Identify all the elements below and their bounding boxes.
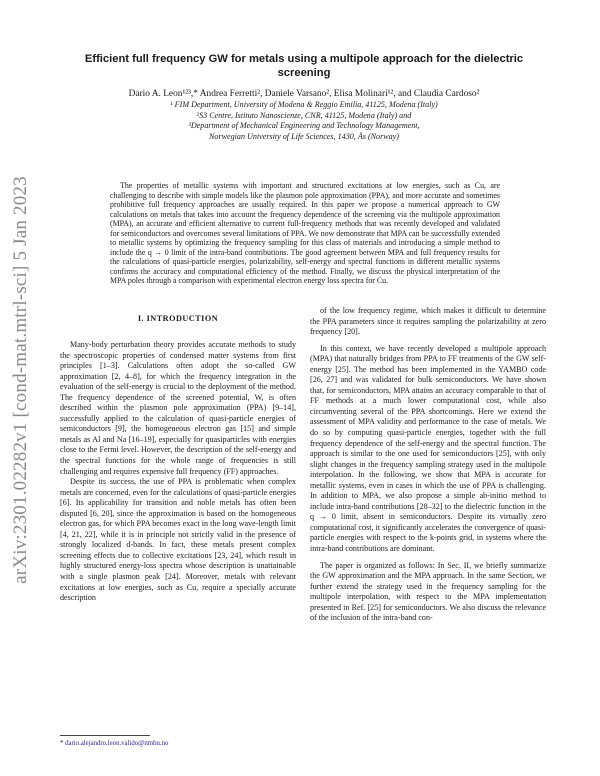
paragraph: The paper is organized as follows: In Sec. II, we briefly summarize the GW approximation and the MPA approach. In the same Section, we further extend the strategy used in the frequency sampling for the multipole interpolation, with respect to the MPA implementation presented in Ref. [25] for semiconductors. We also discuss the relevance of the inclusion of the intra-band con- [310,560,546,623]
author-list: Dario A. Leon¹²³,* Andrea Ferretti², Daniele Varsano², Elisa Molinari¹², and Claudia Cardoso² [128,89,480,99]
paragraph: In this context, we have recently developed a multipole approach (MPA) that naturally bridges from PPA to FF treatments of the GW self-energy [25]. The method has been implemented in the YAMBO code [26, 27] and was validated for bulk semiconductors. We have shown that, for semiconductors, MPA attains an accuracy comparable to that of FF methods at a much lower computational cost, while also circumventing several of the PPA shortcomings. Here we extend the assessment of MPA validity and performance to the case of metals. We do so by computing quasi-particle energies, together with the full frequency dependence of the self-energy and the spectral function. The approach is similar to the one used for semiconductors [25], with only slight changes in the frequency sampling strategy used in the multipole interpolation. In the following, we show that MPA is accurate for metallic systems, even in cases in which the use of PPA is challenging. In addition to MPA, we also propose a simple ab-initio method to include intra-band contributions [28–32] to the dielectric function in the q → 0 limit, absent in semiconductors. Despite its virtually zero computational cost, it significantly accelerates the convergence of quasi-particle energies with respect to the k-points grid, in systems where the intra-band contributions are dominant. [310,343,546,554]
paragraph: Many-body perturbation theory provides accurate methods to study the spectroscopic properties of condensed matter systems from first principles [1–3]. Calculations often adopt the so-called GW approximation [2, 4–8], for which the frequency integration in the evaluation of the self-energy is crucial to the deployment of the method. The frequency dependence of the screened potential, W, is often described within the plasmon pole approximation (PPA) [9–14], successfully applied to the calculation of quasi-particle energies of semiconductors [9], the homogeneous electron gas [15] and simple metals as Al and Na [16–19], especially for quasiparticles with energies close to the Fermi level. However, the description of the self-energy and the spectral functions for the whole range of frequencies is still challenging and requires expensive full frequency (FF) approaches. [60,340,296,476]
left-column [60,340,296,604]
footnote [60,740,168,747]
author-email-link[interactable]: dario.alejandro.leon.valido@nmbu.no [65,740,169,747]
right-column [310,306,546,624]
footnote-marker: * [60,740,64,747]
affiliation-line: ¹ FIM Department, University of Modena & Reggio Emilia, 41125, Modena (Italy) [170,100,438,109]
paragraph: Despite its success, the use of PPA is problematic when complex metals are concerned, even for the calculations of quasi-particle energies [6]. Its applicability for transition and noble metals has often been disputed [6, 20], since the approximation is based on the homogeneous electron gas, for which PPA becomes exact in the long wave-length limit [4, 21, 22], while it is in principle not strictly valid in the presence of strongly localized d-bands. In fact, these metals present complex screening effects due to collective excitations [23, 24], which result in highly structured energy-loss spectra whose description is unattainable with a single plasmon peak [24]. Moreover, metals with relevant excitations at low energies, such as Cu, require a specially accurate description [60,477,296,603]
footnote-divider [60,735,150,736]
affiliation-line: Norwegian University of Life Sciences, 1430, Ås (Norway) [209,131,399,141]
paper-title: Efficient full frequency GW for metals using a multipole approach for the dielectric screening [84,53,524,79]
affiliations [60,100,548,142]
arxiv-identifier: arXiv:2301.02282v1 [cond-mat.mtrl-sci] 5 Jan 2023 [10,176,31,584]
abstract: The properties of metallic systems with important and structured excitations at low energies, such as Cu, are challenging to describe with simple models like the plasmon pole approximation (PPA), and more accurate and sometimes prohibitive full frequency approaches are usually required. In this paper we propose a numerical approach to GW calculations on metals that takes into account the frequency dependence of the screening via the multipole approximation (MPA), an accurate and efficient alternative to current full-frequency methods that was recently developed and validated for semiconductors and overcomes several limitations of PPA. We now demonstrate that MPA can be successfully extended to metallic systems by optimizing the frequency sampling for this class of materials and introducing a simple method to include the q → 0 limit of the intra-band contributions. The good agreement between MPA and full frequency results for the calculations of quasi-particle energies, polarizability, self-energy and spectral functions in different metallic systems confirms the accuracy and computational efficiency of the method. Finally, we discuss the physical interpretation of the MPA poles through a comparison with experimental electron energy loss spectra for Cu. [110,181,500,286]
paragraph: of the low frequency regime, which makes it difficult to determine the PPA parameters since it requires sampling the polarizability at zero frequency [20]. [310,306,546,337]
affiliation-line: ²S3 Centre, Istituto Nanoscienze, CNR, 41125, Modena (Italy) and [196,110,412,120]
affiliation-line: ³Department of Mechanical Engineering and Technology Management, [188,121,420,131]
arxiv-stamp [6,160,36,600]
section-heading-introduction: I. INTRODUCTION [137,314,219,323]
